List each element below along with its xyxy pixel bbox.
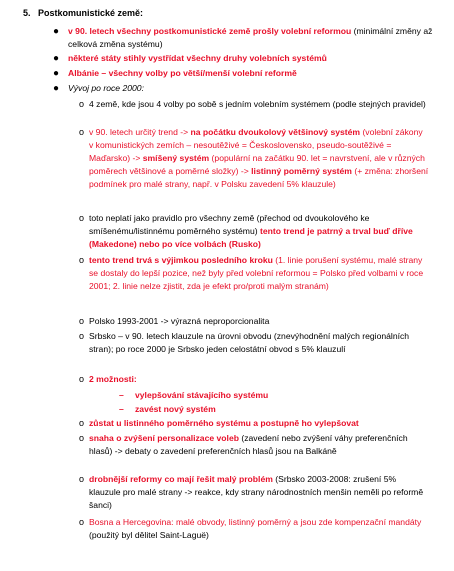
circle-bullet-icon: o	[79, 517, 85, 527]
sub-item: o snaha o zvýšení personalizace voleb (zavedení nebo zvýšení váhy preferenčních hlasů) -> debaty o zavedení preferenčních hlasů jsou na Balkáně	[79, 433, 408, 456]
dash-bullet-icon: –	[119, 404, 124, 414]
dash-item: – zavést nový systém	[119, 404, 216, 414]
circle-bullet-icon: o	[79, 331, 85, 341]
bullet-icon: ●	[53, 53, 60, 64]
circle-bullet-icon: o	[79, 374, 85, 384]
circle-bullet-icon: o	[79, 433, 85, 443]
list-item: ● Vývoj po roce 2000:	[53, 83, 144, 94]
sub-item: o Srbsko – v 90. letech klauzule na úrovni obvodu (znevýhodnění malých regionálních stran); po roce 2000 je Srbsko jeden celostátní obvod s 5% klauzulí	[79, 331, 410, 354]
dash-item: – vylepšování stávajícího systému	[119, 390, 269, 400]
circle-bullet-icon: o	[79, 99, 85, 109]
sub-item: o drobnější reformy co mají řešit malý problém (Srbsko 2003-2008: zrušení 5% klauzule pro malé strany -> reakce, kdy strany národnostních menšin neměli po reformě šanci)	[79, 474, 424, 510]
bullet-icon: ●	[53, 26, 60, 37]
sub-item: o Bosna a Hercegovina: malé obvody, listinný poměrný a jsou zde kompenzační mandáty (použitý byl dělitel Saint-Laguë)	[79, 517, 422, 540]
list-item: ● v 90. letech všechny postkomunistické země prošly volební reformou (minimální změny až celková změna systému)	[53, 26, 433, 49]
circle-bullet-icon: o	[79, 255, 85, 265]
list-item: ● Albánie – všechny volby po větší/menší volební reformě	[53, 68, 297, 79]
sub-item: o tento trend trvá s výjimkou posledního kroku (1. linie porušení systému, malé strany se dostaly do lepší pozice, než byly před volební reformou = Polsko před volbami v roce 2001; 2. linie nelze zjistit, zda je efekt pro/proti malým stranám)	[79, 255, 424, 291]
circle-bullet-icon: o	[79, 316, 85, 326]
section-title: Postkomunistické země:	[38, 8, 144, 18]
circle-bullet-icon: o	[79, 474, 85, 484]
bullet-icon: ●	[53, 83, 60, 94]
dash-bullet-icon: –	[119, 390, 124, 400]
circle-bullet-icon: o	[79, 418, 85, 428]
sub-item: o Polsko 1993-2001 -> výrazná neproporcionalita	[79, 316, 270, 326]
circle-bullet-icon: o	[79, 213, 85, 223]
circle-bullet-icon: o	[79, 127, 85, 137]
sub-item: o 4 země, kde jsou 4 volby po sobě s jedním volebním systémem (podle stejných pravidel)	[79, 99, 426, 109]
section-number: 5.	[23, 8, 31, 18]
sub-item: o 2 možnosti:	[79, 374, 137, 384]
sub-item: o v 90. letech určitý trend -> na počátku dvoukolový většinový systém (volební zákony v komunistických zemích – nesoutěživé = Československo, pseudo-soutěživé = Maďarsko) -> smíšený systém (populární na začátku 90. let = navrstvení, ale v různých poměrech většinové a poměrné složky) -> listinný poměrný systém (+ změna: zhoršení podmínek pro malé strany, např. v Polsku zavedení 5% klauzule)	[79, 127, 429, 189]
bullet-icon: ●	[53, 68, 60, 79]
list-item: ● některé státy stihly vystřídat všechny druhy volebních systémů	[53, 53, 327, 64]
sub-item: o toto neplatí jako pravidlo pro všechny země (přechod od dvoukolového ke smíšenému/listinnému poměrného systému) tento trend je patrný a trval buď dříve (Makedone) nebo po více volbách (Rusko)	[79, 213, 413, 249]
sub-item: o zůstat u listinného poměrného systému a postupně ho vylepšovat	[79, 418, 359, 428]
